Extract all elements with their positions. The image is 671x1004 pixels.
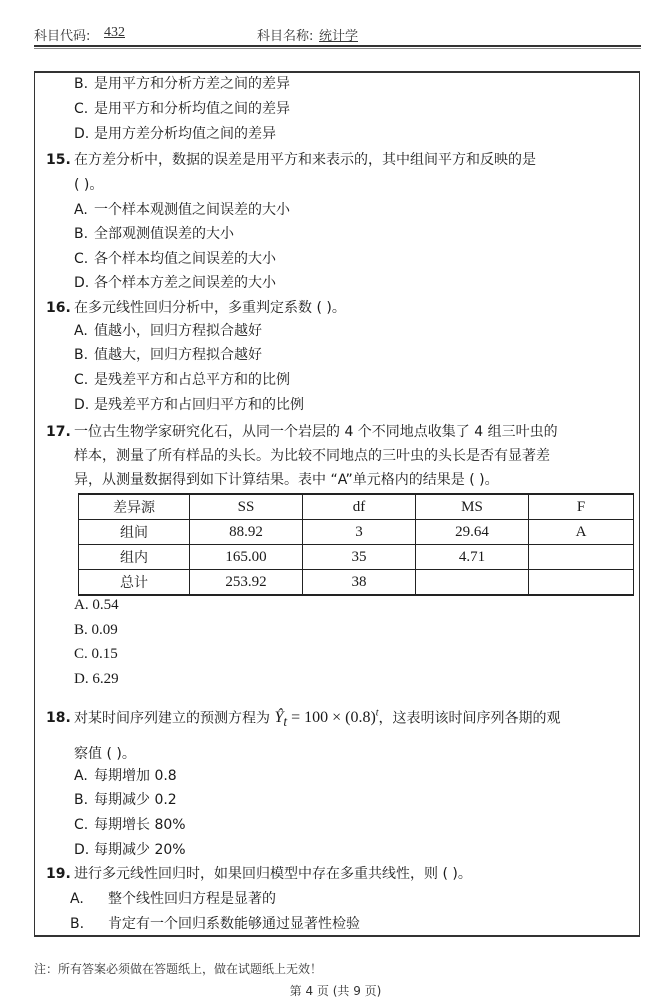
q17-option-c: C. 0.15 xyxy=(74,646,118,662)
q18-stem: 18. 对某时间序列建立的预测方程为 $Ŷ_t = 100 \times (0.8)^t$，这表明该时间序列各期的观 xyxy=(46,708,561,730)
q15-stem: 15. 在方差分析中，数据的误差是用平方和来表示的，其中组间平方和反映的是 xyxy=(46,152,536,168)
col-header-f: F xyxy=(529,494,634,520)
q16-stem: 16. 在多元线性回归分析中，多重判定系数 ( )。 xyxy=(46,300,346,316)
q14-option-d: D. 是用方差分析均值之间的差异 xyxy=(74,126,276,142)
q17-stem-line2: 样本，测量了所有样品的头长。为比较不同地点的三叶虫的头长是否有显著差 xyxy=(74,448,550,464)
q18-option-c: C. 每期增长 80% xyxy=(74,817,186,833)
col-header-ms: MS xyxy=(416,494,529,520)
page-header xyxy=(34,22,641,44)
q17-stem-line3: 异，从测量数据得到如下计算结果。表中 “A”单元格内的结果是 ( )。 xyxy=(74,472,499,488)
subject-name-label: 科目名称: xyxy=(257,29,314,44)
page-number: 第 4 页 (共 9 页) xyxy=(289,984,382,998)
col-header-ss: SS xyxy=(190,494,303,520)
q14-option-c: C. 是用平方和分析均值之间的差异 xyxy=(74,101,290,117)
header-rule-thin xyxy=(34,48,641,49)
subject-name: 统计学 xyxy=(319,29,359,44)
table-header-row xyxy=(79,494,634,520)
q15-option-c: C. 各个样本均值之间误差的大小 xyxy=(74,251,276,267)
anova-table xyxy=(78,493,634,596)
q16-option-d: D. 是残差平方和占回归平方和的比例 xyxy=(74,397,304,413)
q14-option-b: B. 是用平方和分析方差之间的差异 xyxy=(74,76,290,92)
q15-option-d: D. 各个样本方差之间误差的大小 xyxy=(74,275,276,291)
q16-option-a: A. 值越小，回归方程拟合越好 xyxy=(74,323,262,339)
q16-option-b: B. 值越大，回归方程拟合越好 xyxy=(74,347,262,363)
q17-option-d: D. 6.29 xyxy=(74,671,119,687)
q18-stem-cont: 察值 ( )。 xyxy=(74,746,136,762)
subject-code-label: 科目代码: xyxy=(34,29,91,44)
q17-option-a: A. 0.54 xyxy=(74,597,119,613)
q16-option-c: C. 是残差平方和占总平方和的比例 xyxy=(74,372,290,388)
col-header-df: df xyxy=(303,494,416,520)
table-row: 总计 253.92 38 xyxy=(79,570,634,596)
col-header-source: 差异源 xyxy=(79,494,190,520)
q18-option-d: D. 每期减少 20% xyxy=(74,842,186,858)
q17-option-b: B. 0.09 xyxy=(74,622,118,638)
q19-option-a: A. 整个线性回归方程是显著的 xyxy=(70,891,276,907)
subject-code: 432 xyxy=(104,25,125,40)
q15-stem-cont: ( )。 xyxy=(74,177,104,193)
cell-a: A xyxy=(529,520,634,545)
table-row: 组间 88.92 3 29.64 A xyxy=(79,520,634,545)
q15-option-a: A. 一个样本观测值之间误差的大小 xyxy=(74,202,290,218)
header-rule xyxy=(34,45,641,47)
q15-option-b: B. 全部观测值误差的大小 xyxy=(74,226,234,242)
q19-option-b: B. 肯定有一个回归系数能够通过显著性检验 xyxy=(70,916,360,932)
q17-stem: 17. 一位古生物学家研究化石，从同一个岩层的 4 个不同地点收集了 4 组三叶虫的 xyxy=(46,424,558,440)
q19-stem: 19. 进行多元线性回归时，如果回归模型中存在多重共线性，则 ( )。 xyxy=(46,866,472,882)
table-row: 组内 165.00 35 4.71 xyxy=(79,545,634,570)
footer-note: 注：所有答案必须做在答题纸上，做在试题纸上无效！ xyxy=(34,962,323,976)
q18-option-a: A. 每期增加 0.8 xyxy=(74,768,177,784)
q18-option-b: B. 每期减少 0.2 xyxy=(74,792,177,808)
forecast-formula: $Ŷ_t = 100 \times (0.8)^t$ xyxy=(274,708,379,730)
